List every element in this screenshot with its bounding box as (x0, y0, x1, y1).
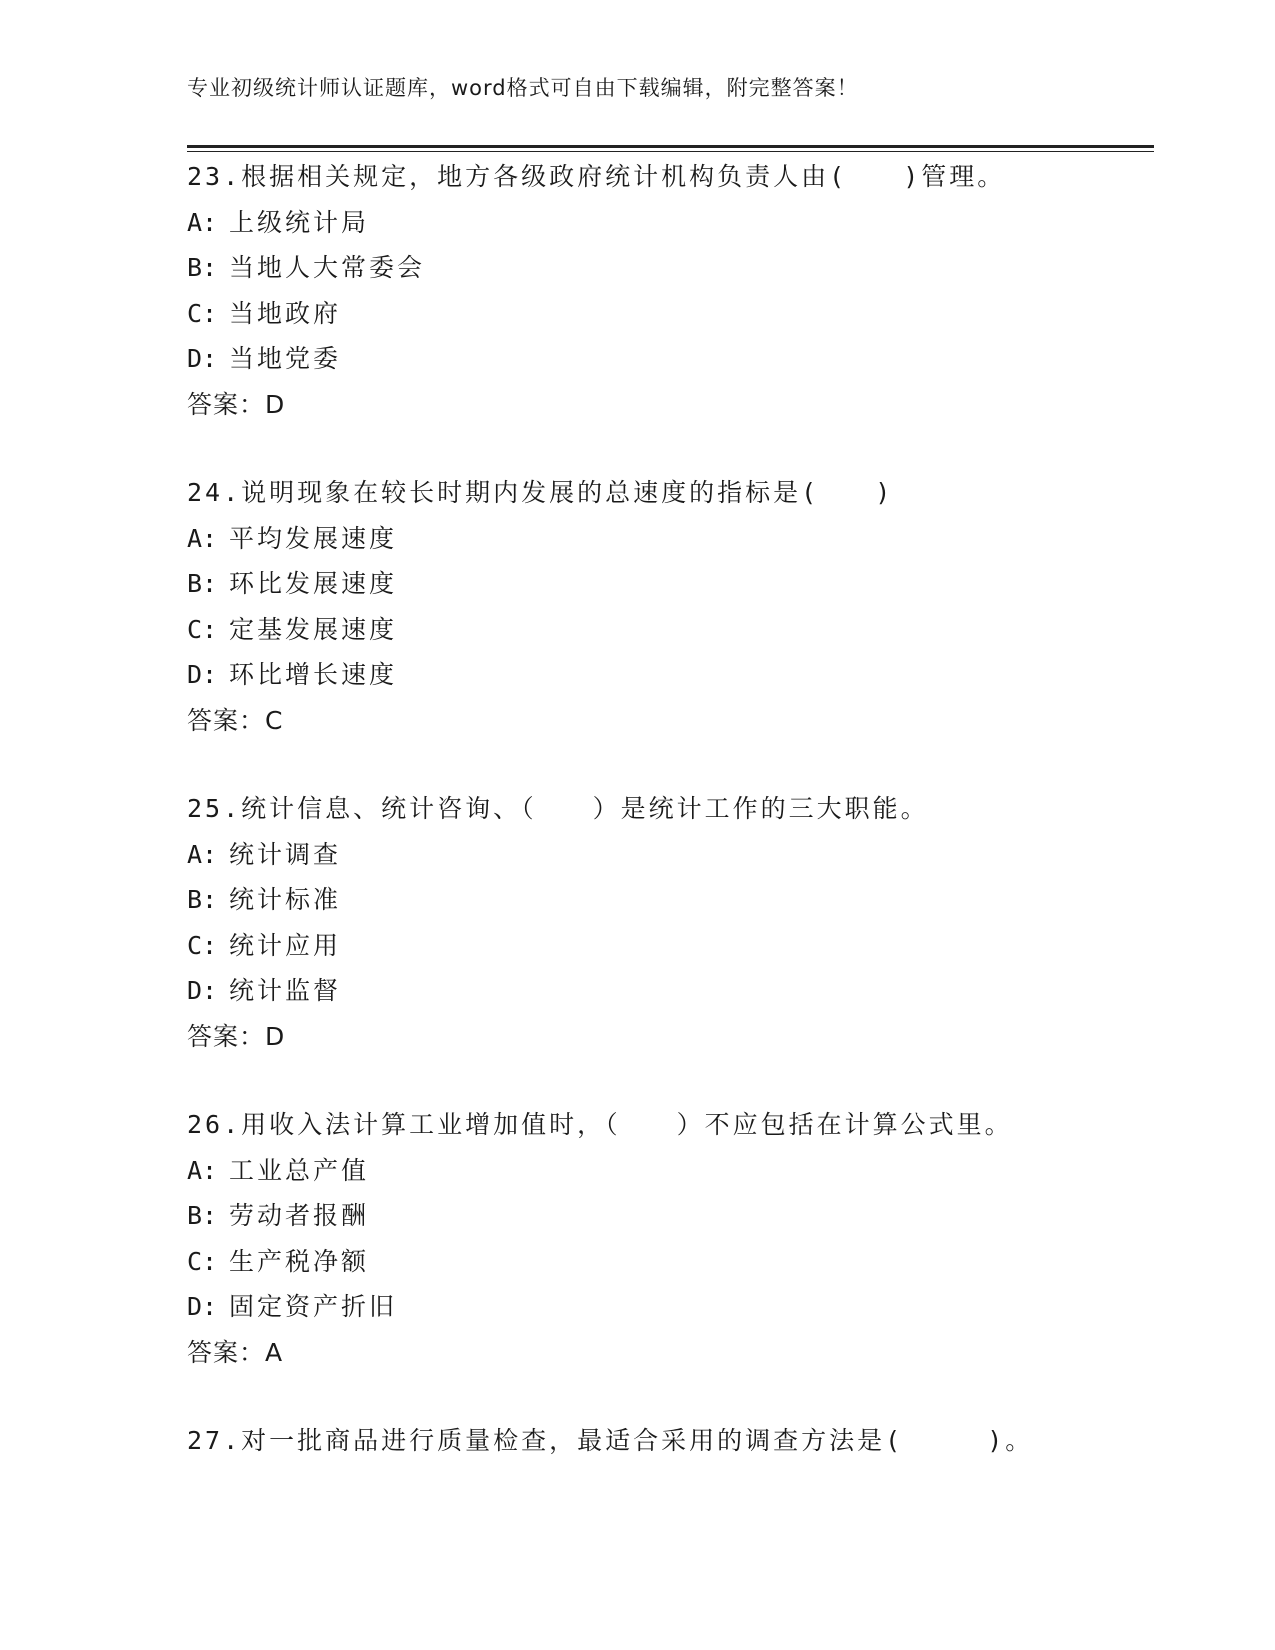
answer: 答案：D (187, 389, 286, 419)
option-c (187, 607, 1147, 653)
option-letter: A: (187, 207, 218, 237)
option-letter: C: (187, 1246, 218, 1276)
question-26 (187, 1102, 1147, 1375)
option-letter: B: (187, 253, 218, 282)
option-text: 当地党委 (229, 344, 342, 373)
page-header: 专业初级统计师认证题库，word格式可自由下载编辑，附完整答案！ (187, 76, 859, 100)
question-stem: 25.统计信息、统计咨询、（ ）是统计工作的三大职能。 (187, 794, 929, 823)
option-text: 环比增长速度 (229, 660, 398, 689)
option-text: 环比发展速度 (229, 569, 398, 598)
question-stem: 23.根据相关规定，地方各级政府统计机构负责人由( )管理。 (187, 162, 1006, 191)
option-b (187, 561, 1147, 607)
option-c (187, 923, 1147, 969)
option-letter: D: (187, 1292, 218, 1321)
header-rule-thin (187, 151, 1154, 152)
option-letter: D: (187, 660, 218, 689)
option-text: 固定资产折旧 (229, 1292, 398, 1321)
question-stem: 24.说明现象在较长时期内发展的总速度的指标是( ) (187, 478, 894, 507)
option-text: 统计应用 (229, 930, 342, 960)
question-27 (187, 1418, 1147, 1464)
option-text: 生产税净额 (229, 1246, 370, 1276)
option-letter: B: (187, 1201, 218, 1230)
option-text: 工业总产值 (229, 1155, 370, 1185)
option-letter: D: (187, 976, 218, 1005)
option-letter: A: (187, 523, 218, 553)
option-a (187, 832, 1147, 878)
option-letter: C: (187, 614, 218, 644)
option-letter: C: (187, 930, 218, 960)
option-letter: B: (187, 885, 218, 914)
question-stem: 26.用收入法计算工业增加值时，（ ）不应包括在计算公式里。 (187, 1110, 1013, 1139)
option-d (187, 968, 1147, 1014)
option-text: 平均发展速度 (229, 523, 398, 553)
option-c (187, 1239, 1147, 1285)
question-stem: 27.对一批商品进行质量检查，最适合采用的调查方法是( )。 (187, 1426, 1034, 1455)
option-text: 当地人大常委会 (229, 253, 426, 282)
option-text: 当地政府 (229, 298, 342, 328)
option-letter: C: (187, 298, 218, 328)
option-text: 统计调查 (229, 839, 342, 869)
option-a (187, 516, 1147, 562)
option-a (187, 1148, 1147, 1194)
option-text: 统计标准 (229, 885, 342, 914)
option-c (187, 291, 1147, 337)
answer: 答案：A (187, 1337, 284, 1367)
option-b (187, 1193, 1147, 1239)
option-letter: A: (187, 1155, 218, 1185)
question-23 (187, 154, 1147, 427)
option-letter: D: (187, 344, 218, 373)
question-24 (187, 470, 1147, 743)
option-b (187, 877, 1147, 923)
option-text: 上级统计局 (229, 207, 370, 237)
option-letter: B: (187, 569, 218, 598)
option-d (187, 1284, 1147, 1330)
option-text: 劳动者报酬 (229, 1201, 370, 1230)
option-d (187, 336, 1147, 382)
option-b (187, 245, 1147, 291)
option-text: 统计监督 (229, 976, 342, 1005)
option-letter: A: (187, 839, 218, 869)
option-a (187, 200, 1147, 246)
answer: 答案：D (187, 1021, 286, 1051)
option-d (187, 652, 1147, 698)
answer: 答案：C (187, 705, 284, 735)
header-rule-thick (187, 145, 1154, 148)
option-text: 定基发展速度 (229, 614, 398, 644)
question-25 (187, 786, 1147, 1059)
